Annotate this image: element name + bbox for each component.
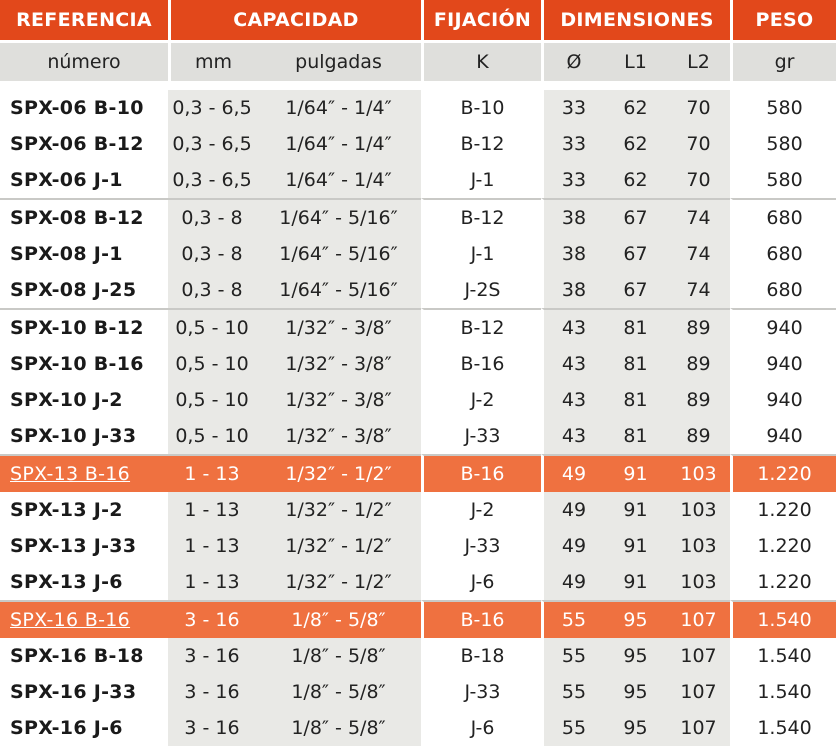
gap-cell	[0, 81, 836, 90]
cell-peso: 1.540	[730, 638, 836, 674]
cell-peso: 1.540	[730, 674, 836, 710]
cell-l2: 74	[667, 198, 730, 236]
cell-mm: 0,3 - 8	[168, 272, 256, 308]
cell-l2: 103	[667, 528, 730, 564]
cell-l2: 89	[667, 418, 730, 454]
cell-l2: 107	[667, 600, 730, 638]
header-peso: PESO	[730, 0, 836, 40]
header-gap	[0, 81, 836, 90]
cell-mm: 0,3 - 8	[168, 236, 256, 272]
cell-mm: 1 - 13	[168, 492, 256, 528]
cell-mm: 0,5 - 10	[168, 382, 256, 418]
cell-mm: 0,5 - 10	[168, 418, 256, 454]
cell-l1: 91	[604, 528, 667, 564]
header-fijacion: FIJACIÓN	[421, 0, 541, 40]
cell-mm: 3 - 16	[168, 638, 256, 674]
table-row	[0, 126, 836, 162]
table-row	[0, 382, 836, 418]
cell-diameter: 55	[541, 710, 604, 746]
cell-mm: 1 - 13	[168, 454, 256, 492]
cell-peso: 1.220	[730, 454, 836, 492]
cell-diameter: 38	[541, 272, 604, 308]
cell-l2: 107	[667, 638, 730, 674]
cell-referencia: SPX-16 J-33	[0, 674, 168, 710]
cell-pulgadas: 1/64″ - 1/4″	[256, 90, 421, 126]
cell-referencia: SPX-13 J-33	[0, 528, 168, 564]
cell-fijacion: B-12	[421, 198, 541, 236]
cell-l1: 81	[604, 418, 667, 454]
cell-l2: 103	[667, 454, 730, 492]
cell-fijacion: J-6	[421, 710, 541, 746]
cell-l1: 67	[604, 236, 667, 272]
cell-l2: 89	[667, 346, 730, 382]
cell-referencia: SPX-08 J-1	[0, 236, 168, 272]
table-row	[0, 272, 836, 308]
subheader-diameter: Ø	[541, 40, 604, 81]
cell-fijacion: B-18	[421, 638, 541, 674]
cell-referencia: SPX-13 J-2	[0, 492, 168, 528]
cell-referencia: SPX-10 J-33	[0, 418, 168, 454]
product-link[interactable]: SPX-16 B-16	[10, 609, 131, 631]
cell-diameter: 55	[541, 638, 604, 674]
cell-mm: 0,3 - 6,5	[168, 90, 256, 126]
cell-l2: 107	[667, 710, 730, 746]
table-row	[0, 346, 836, 382]
subheader-gr: gr	[730, 40, 836, 81]
subheader-pulgadas: pulgadas	[256, 40, 421, 81]
cell-l1: 62	[604, 90, 667, 126]
cell-peso: 680	[730, 236, 836, 272]
cell-fijacion: B-12	[421, 308, 541, 346]
cell-diameter: 43	[541, 346, 604, 382]
cell-diameter: 33	[541, 162, 604, 198]
table-row	[0, 564, 836, 600]
table-row	[0, 674, 836, 710]
cell-l1: 67	[604, 272, 667, 308]
cell-peso: 1.540	[730, 710, 836, 746]
cell-referencia: SPX-16 B-18	[0, 638, 168, 674]
cell-mm: 3 - 16	[168, 674, 256, 710]
cell-fijacion: B-10	[421, 90, 541, 126]
table-row-highlighted	[0, 600, 836, 638]
cell-mm: 1 - 13	[168, 528, 256, 564]
cell-mm: 0,3 - 6,5	[168, 162, 256, 198]
header-row	[0, 0, 836, 40]
table-row	[0, 710, 836, 746]
cell-l1: 91	[604, 454, 667, 492]
cell-diameter: 55	[541, 600, 604, 638]
header-dimensiones: DIMENSIONES	[541, 0, 730, 40]
cell-fijacion: J-2S	[421, 272, 541, 308]
cell-l2: 89	[667, 308, 730, 346]
cell-l1: 81	[604, 382, 667, 418]
table-row	[0, 198, 836, 236]
table-header	[0, 0, 836, 90]
cell-l1: 62	[604, 162, 667, 198]
cell-l1: 67	[604, 198, 667, 236]
cell-l2: 70	[667, 90, 730, 126]
cell-diameter: 33	[541, 90, 604, 126]
subheader-l2: L2	[667, 40, 730, 81]
cell-peso: 580	[730, 90, 836, 126]
cell-fijacion: J-33	[421, 528, 541, 564]
subheader-numero: número	[0, 40, 168, 81]
cell-diameter: 43	[541, 382, 604, 418]
cell-peso: 680	[730, 198, 836, 236]
cell-fijacion: B-16	[421, 600, 541, 638]
cell-peso: 940	[730, 346, 836, 382]
cell-diameter: 49	[541, 528, 604, 564]
cell-l1: 81	[604, 308, 667, 346]
table-row-highlighted	[0, 454, 836, 492]
cell-referencia: SPX-08 J-25	[0, 272, 168, 308]
cell-l1: 62	[604, 126, 667, 162]
cell-fijacion: B-16	[421, 454, 541, 492]
cell-mm: 3 - 16	[168, 710, 256, 746]
cell-pulgadas: 1/32″ - 1/2″	[256, 454, 421, 492]
subheader-l1: L1	[604, 40, 667, 81]
cell-fijacion: J-1	[421, 162, 541, 198]
table-row	[0, 528, 836, 564]
cell-diameter: 43	[541, 308, 604, 346]
table-row	[0, 418, 836, 454]
table-row	[0, 308, 836, 346]
cell-peso: 940	[730, 382, 836, 418]
cell-diameter: 33	[541, 126, 604, 162]
table-row	[0, 162, 836, 198]
cell-peso: 1.220	[730, 492, 836, 528]
cell-l1: 91	[604, 564, 667, 600]
cell-pulgadas: 1/32″ - 3/8″	[256, 418, 421, 454]
cell-pulgadas: 1/32″ - 1/2″	[256, 564, 421, 600]
cell-diameter: 43	[541, 418, 604, 454]
cell-l1: 95	[604, 600, 667, 638]
cell-referencia-link[interactable]	[0, 454, 168, 492]
table-row	[0, 638, 836, 674]
cell-peso: 580	[730, 126, 836, 162]
subheader-mm: mm	[168, 40, 256, 81]
cell-l2: 74	[667, 272, 730, 308]
cell-peso: 580	[730, 162, 836, 198]
cell-peso: 1.220	[730, 564, 836, 600]
cell-referencia: SPX-06 J-1	[0, 162, 168, 198]
cell-diameter: 55	[541, 674, 604, 710]
cell-pulgadas: 1/32″ - 1/2″	[256, 528, 421, 564]
header-referencia: REFERENCIA	[0, 0, 168, 40]
cell-pulgadas: 1/32″ - 3/8″	[256, 308, 421, 346]
cell-pulgadas: 1/8″ - 5/8″	[256, 638, 421, 674]
cell-l2: 103	[667, 492, 730, 528]
cell-fijacion: J-2	[421, 492, 541, 528]
cell-pulgadas: 1/64″ - 1/4″	[256, 126, 421, 162]
product-link[interactable]: SPX-13 B-16	[10, 463, 131, 485]
subheader-row	[0, 40, 836, 81]
cell-peso: 1.540	[730, 600, 836, 638]
cell-l2: 103	[667, 564, 730, 600]
cell-referencia: SPX-10 B-12	[0, 308, 168, 346]
cell-l2: 70	[667, 126, 730, 162]
cell-pulgadas: 1/32″ - 1/2″	[256, 492, 421, 528]
table-body	[0, 90, 836, 746]
cell-mm: 0,3 - 6,5	[168, 126, 256, 162]
subheader-k: K	[421, 40, 541, 81]
cell-referencia: SPX-06 B-12	[0, 126, 168, 162]
cell-l1: 95	[604, 674, 667, 710]
cell-diameter: 49	[541, 564, 604, 600]
cell-l2: 74	[667, 236, 730, 272]
cell-pulgadas: 1/64″ - 5/16″	[256, 272, 421, 308]
cell-pulgadas: 1/8″ - 5/8″	[256, 710, 421, 746]
cell-pulgadas: 1/64″ - 1/4″	[256, 162, 421, 198]
cell-fijacion: J-33	[421, 674, 541, 710]
table-row	[0, 90, 836, 126]
cell-mm: 0,3 - 8	[168, 198, 256, 236]
cell-referencia: SPX-16 J-6	[0, 710, 168, 746]
cell-l2: 107	[667, 674, 730, 710]
header-capacidad: CAPACIDAD	[168, 0, 421, 40]
cell-diameter: 38	[541, 236, 604, 272]
cell-peso: 680	[730, 272, 836, 308]
cell-referencia: SPX-06 B-10	[0, 90, 168, 126]
cell-mm: 3 - 16	[168, 600, 256, 638]
cell-mm: 0,5 - 10	[168, 308, 256, 346]
cell-pulgadas: 1/64″ - 5/16″	[256, 198, 421, 236]
cell-mm: 0,5 - 10	[168, 346, 256, 382]
cell-l1: 91	[604, 492, 667, 528]
cell-peso: 940	[730, 308, 836, 346]
cell-pulgadas: 1/32″ - 3/8″	[256, 346, 421, 382]
cell-pulgadas: 1/32″ - 3/8″	[256, 382, 421, 418]
cell-peso: 940	[730, 418, 836, 454]
cell-referencia: SPX-10 B-16	[0, 346, 168, 382]
cell-fijacion: B-12	[421, 126, 541, 162]
cell-referencia: SPX-08 B-12	[0, 198, 168, 236]
cell-fijacion: J-33	[421, 418, 541, 454]
cell-diameter: 49	[541, 454, 604, 492]
cell-fijacion: J-6	[421, 564, 541, 600]
cell-l1: 95	[604, 638, 667, 674]
table-row	[0, 236, 836, 272]
cell-l2: 70	[667, 162, 730, 198]
cell-pulgadas: 1/8″ - 5/8″	[256, 674, 421, 710]
cell-l1: 81	[604, 346, 667, 382]
cell-diameter: 49	[541, 492, 604, 528]
cell-referencia-link[interactable]	[0, 600, 168, 638]
cell-fijacion: B-16	[421, 346, 541, 382]
cell-l1: 95	[604, 710, 667, 746]
cell-pulgadas: 1/8″ - 5/8″	[256, 600, 421, 638]
cell-referencia: SPX-10 J-2	[0, 382, 168, 418]
cell-referencia: SPX-13 J-6	[0, 564, 168, 600]
cell-mm: 1 - 13	[168, 564, 256, 600]
cell-pulgadas: 1/64″ - 5/16″	[256, 236, 421, 272]
cell-fijacion: J-1	[421, 236, 541, 272]
cell-peso: 1.220	[730, 528, 836, 564]
cell-l2: 89	[667, 382, 730, 418]
table-row	[0, 492, 836, 528]
cell-fijacion: J-2	[421, 382, 541, 418]
cell-diameter: 38	[541, 198, 604, 236]
